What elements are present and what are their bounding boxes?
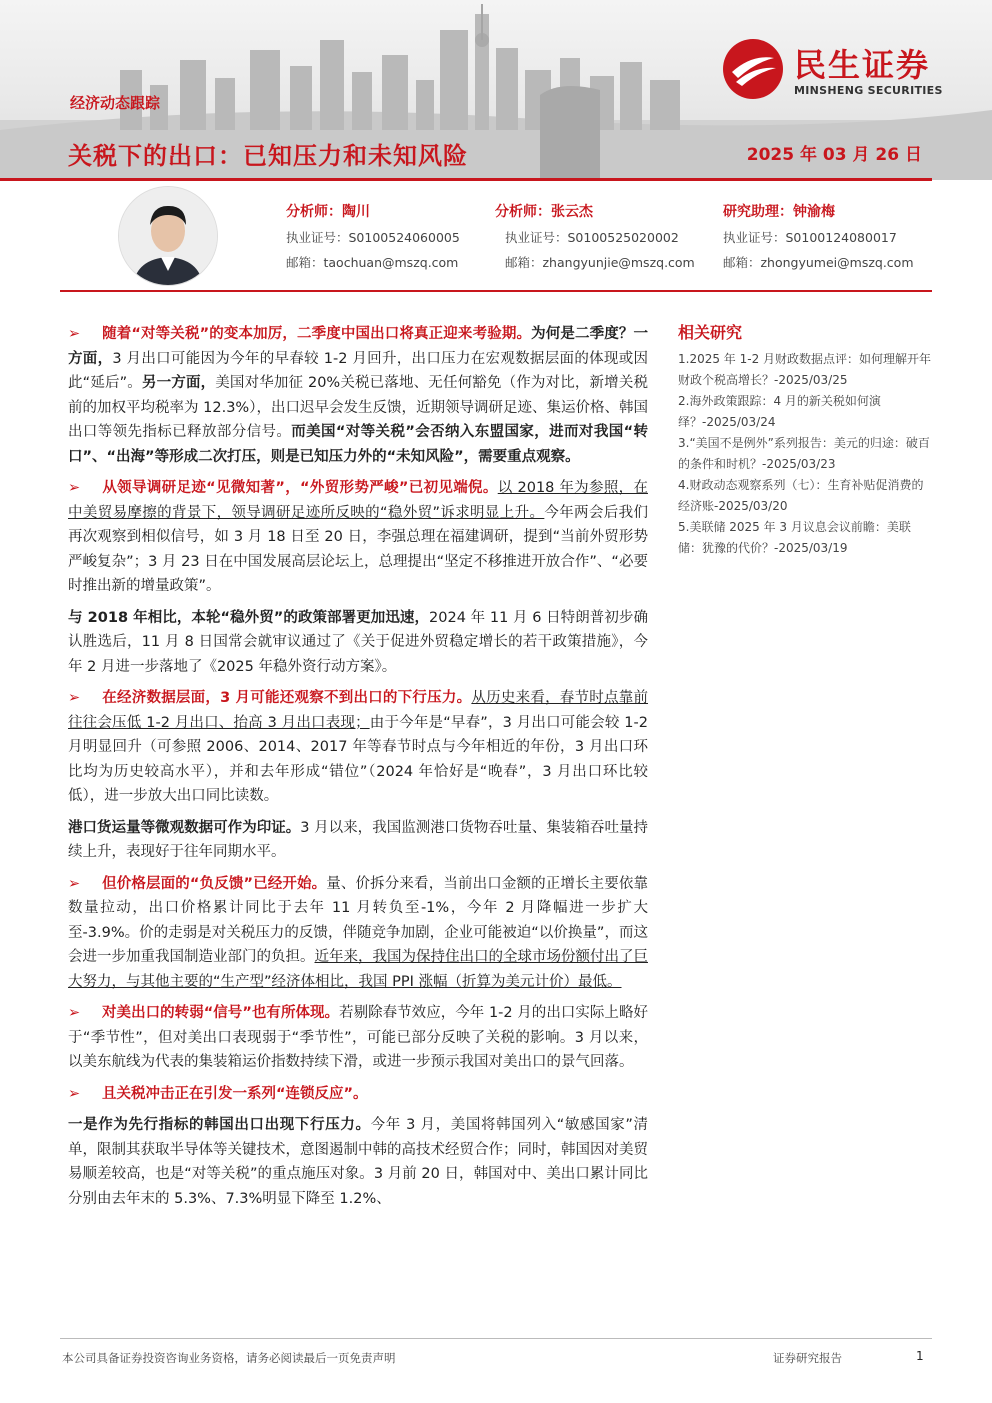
paragraph: ➢ 且关税冲击正在引发一系列“连锁反应”。 xyxy=(68,1082,648,1107)
paragraph: ➢ 但价格层面的“负反馈”已经开始。量、价拆分来看，当前出口金额的正增长主要依靠数量拉动，出口价格累计同比于去年 11 月转负至-1%，今年 2 月降幅进一步扩大至-3.9%。价的走弱是对关税压力的反馈，伴随竞争加剧，企业可能被迫“以价换量”，而这会进一步加重我国制造业部门的负担。近年来，我国为保持住出口的全球市场份额付出了巨大努力，与其他主要的“生产型”经济体相比，我国 PPI 涨幅（折算为美元计价）最低。 xyxy=(68,872,648,995)
analyst-divider xyxy=(60,290,932,292)
analyst-cert: 执业证号：S0100124080017 xyxy=(723,230,897,245)
related-item[interactable]: 4.财政动态观察系列（七）：生育补贴促消费的经济账-2025/03/20 xyxy=(678,478,924,513)
report-series: 经济动态跟踪 xyxy=(70,94,161,112)
analyst-cert: 执业证号：S0100525020002 xyxy=(505,230,679,245)
analyst-email[interactable]: 邮箱：taochuan@mszq.com xyxy=(286,255,459,270)
analyst-email[interactable]: 邮箱：zhongyumei@mszq.com xyxy=(723,255,914,270)
analyst-email[interactable]: 邮箱：zhangyunjie@mszq.com xyxy=(505,255,695,270)
header-divider xyxy=(0,178,932,181)
arrow-bullet-icon: ➢ xyxy=(68,480,81,496)
paragraph: ➢ 从领导调研足迹“见微知著”，“外贸形势严峻”已初见端倪。以 2018 年为参照，在中美贸易摩擦的背景下，领导调研足迹所反映的“稳外贸”诉求明显上升。今年两会后我们再次观察到相似信号，如 3 月 18 日至 20 日，李强总理在福建调研，提到“当前外贸形势严峻复杂”；3 月 23 日在中国发展高层论坛上，总理提出“坚定不移推进开放合作”、“必要时推出新的增量政策”。 xyxy=(68,476,648,599)
footer-divider xyxy=(60,1338,932,1339)
related-item[interactable]: 3.“美国不是例外”系列报告：美元的归途：破百的条件和时机？-2025/03/23 xyxy=(678,436,930,471)
related-item[interactable]: 5.美联储 2025 年 3 月议息会议前瞻：美联储：犹豫的代价？-2025/03/19 xyxy=(678,520,911,555)
arrow-bullet-icon: ➢ xyxy=(68,690,81,706)
footer-doc-type: 证券研究报告 xyxy=(773,1351,842,1365)
logo-text-en: MINSHENG SECURITIES xyxy=(794,84,943,97)
company-logo xyxy=(722,38,972,102)
paragraph: ➢ 在经济数据层面，3 月可能还观察不到出口的下行压力。从历史来看，春节时点靠前往往会压低 1-2 月出口、抬高 3 月出口表现；由于今年是“早春”，3 月出口可能会较 1-2 月明显回升（可参照 2006、2014、2017 年等春节时点与今年相近的年份，3 月出口环比均为历史较高水平），并和去年形成“错位”（2024 年恰好是“晚春”，3 月出口环比较低），进一步放大出口同比读数。 xyxy=(68,686,648,809)
logo-mark-icon xyxy=(722,38,784,100)
arrow-bullet-icon: ➢ xyxy=(68,875,81,892)
paragraph: 与 2018 年相比，本轮“稳外贸”的政策部署更加迅速，2024 年 11 月 6 日特朗普初步确认胜选后，11 月 8 日国常会就审议通过了《关于促进外贸稳定增长的若干政策措施》，今年 2 月进一步落地了《2025 年稳外资行动方案》。 xyxy=(68,609,649,675)
analyst-name: 分析师：张云杰 xyxy=(495,204,593,220)
analyst-name: 分析师：陶川 xyxy=(286,204,370,220)
analyst-3 xyxy=(723,200,914,275)
report-title: 关税下的出口：已知压力和未知风险 xyxy=(68,142,468,170)
paragraph: 港口货运量等微观数据可作为印证。3 月以来，我国监测港口货物吞吐量、集装箱吞吐量持续上升，表现好于往年同期水平。 xyxy=(68,819,649,860)
arrow-bullet-icon: ➢ xyxy=(68,326,81,342)
header-banner xyxy=(0,0,992,180)
related-item[interactable]: 1.2025 年 1-2 月财政数据点评：如何理解开年财政个税高增长？-2025/03/25 xyxy=(678,352,932,387)
analyst-1 xyxy=(286,200,460,275)
analyst-2 xyxy=(495,200,695,275)
paragraph: ➢ 对美出口的转弱“信号”也有所体现。若剔除春节效应，今年 1-2 月的出口实际上略好于“季节性”，但对美出口表现弱于“季节性”，可能已部分反映了关税的影响。3 月以来，以美东航线为代表的集装箱运价指数持续下滑，或进一步预示我国对美出口的景气回落。 xyxy=(68,1001,648,1075)
logo-text-cn: 民生证券 xyxy=(794,46,931,84)
paragraph: 一是作为先行指标的韩国出口出现下行压力。今年 3 月，美国将韩国列入“敏感国家”清单，限制其获取半导体等关键技术，意图遏制中韩的高技术经贸合作；同时，韩国因对美贸易顺差较高，也是“对等关税”的重点施压对象。3 月前 20 日，韩国对中、美出口累计同比分别由去年末的 5.3%、7.3%明显下降至 1.2%、 xyxy=(68,1117,648,1207)
arrow-bullet-icon: ➢ xyxy=(68,1005,81,1021)
related-research xyxy=(678,320,933,559)
report-date: 2025 年 03 月 26 日 xyxy=(746,145,922,165)
paragraph: ➢ 随着“对等关税”的变本加厉，二季度中国出口将真正迎来考验期。为何是二季度？一方面，3 月出口可能因为今年的早春较 1-2 月回升，出口压力在宏观数据层面的体现或因此“延后”。另一方面，美国对华加征 20%关税已落地、无任何豁免（作为对比，新增关税前的加权平均税率为 12.3%），出口迟早会发生反馈，近期领导调研足迹、集运价格、韩国出口等领先指标已释放部分信号。而美国“对等关税”会否纳入东盟国家，进而对我国“转口”、“出海”等形成二次打压，则是已知压力外的“未知风险”，需要重点观察。 xyxy=(68,322,648,469)
related-research-title: 相关研究 xyxy=(678,323,743,342)
analyst-avatar xyxy=(118,186,218,286)
analyst-name: 研究助理：钟渝梅 xyxy=(723,204,835,220)
related-item[interactable]: 2.海外政策跟踪：4 月的新关税如何演绎？-2025/03/24 xyxy=(678,394,881,429)
analyst-cert: 执业证号：S0100524060005 xyxy=(286,230,460,245)
arrow-bullet-icon: ➢ xyxy=(68,1085,81,1102)
footer-disclaimer: 本公司具备证券投资咨询业务资格，请务必阅读最后一页免责声明 xyxy=(62,1351,396,1365)
page-number: 1 xyxy=(916,1349,924,1363)
report-body xyxy=(68,322,648,1218)
